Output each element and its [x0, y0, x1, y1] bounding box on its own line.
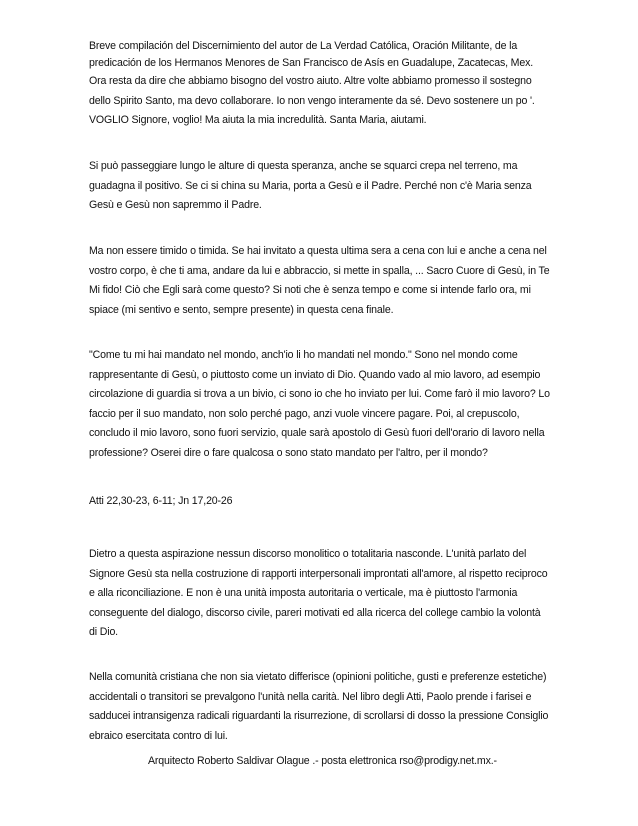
paragraph-7: Nella comunità cristiana che non sia vietato differisce (opinioni politiche, gusti e preferenze estetiche) accidentali o transitori se prevalgono l'unità nella carità. Nel libro degli Atti, Paolo prende i farisei e sadducei intransigenza radicali riguardanti la risurrezione, di scrollarsi di dosso la pressione Consiglio ebraico esercitata contro di lui. — [89, 671, 549, 742]
document-footer: Arquitecto Roberto Saldivar Olague .- posta elettronica rso@prodigy.net.mx.- — [148, 755, 497, 767]
document-header: Breve compilación del Discernimiento del autor de La Verdad Católica, Oración Militante, de la predicación de los Hermanos Menores de San Francisco de Asís en Guadalupe, Zacatecas, Mex. — [89, 40, 534, 69]
paragraph-2: Si può passeggiare lungo le alture di questa speranza, anche se squarci crepa nel terreno, ma guadagna il positivo. Se ci si china su Maria, porta a Gesù e il Padre. Perché non c'è Maria senza Gesù e Gesù non sapremmo il Padre. — [89, 160, 532, 211]
paragraph-1: Ora resta da dire che abbiamo bisogno del vostro aiuto. Altre volte abbiamo promesso il sostegno dello Spirito Santo, ma devo collaborare. Io non vengo interamente da sé. Devo sostenere un po '. VOGLIO Signore, voglio! Ma aiuta la mia incredulità. Santa Maria, aiutami. — [89, 75, 535, 126]
bible-reference: Atti 22,30-23, 6-11; Jn 17,20-26 — [89, 495, 233, 507]
paragraph-4: "Come tu mi hai mandato nel mondo, anch'io li ho mandati nel mondo." Sono nel mondo come rappresentante di Gesù, o piuttosto come un inviato di Dio. Quando vado al mio lavoro, ad esempio circolazione di guardia si trova a un bivio, ci sono io che ho inviato per lui. Come farò il mio lavoro? Lo faccio per il suo mandato, non solo perché pago, anzi vuole vincere pagare. Poi, al crepuscolo, concludo il mio lavoro, sono fuori servizio, quale sarà apostolo di Gesù fuori dell'orario di lavoro nella professione? Oserei dire o fare qualcosa o sono stato mandato per l'altro, per il mondo? — [89, 349, 550, 459]
paragraph-3: Ma non essere timido o timida. Se hai invitato a questa ultima sera a cena con lui e anche a cena nel vostro corpo, è che ti ama, andare da lui e abbraccio, si mette in spalla, ... Sacro Cuore di Gesù, in Te Mi fido! Ciò che Egli sarà come questo? Si noti che è senza tempo e come si intende farlo ora, mi spiace (mi sentivo e sento, sempre presente) in questa cena finale. — [89, 245, 550, 316]
paragraph-6: Dietro a questa aspirazione nessun discorso monolitico o totalitaria nasconde. L'unità parlato del Signore Gesù sta nella costruzione di rapporti interpersonali improntati all'amore, al rispetto reciproco e alla riconciliazione. E non è una unità imposta autoritaria o verticale, ma è piuttosto l'armonia conseguente del dialogo, discorso civile, pareri motivati ed alla ricerca del college cambio la volontà di Dio. — [89, 548, 548, 638]
